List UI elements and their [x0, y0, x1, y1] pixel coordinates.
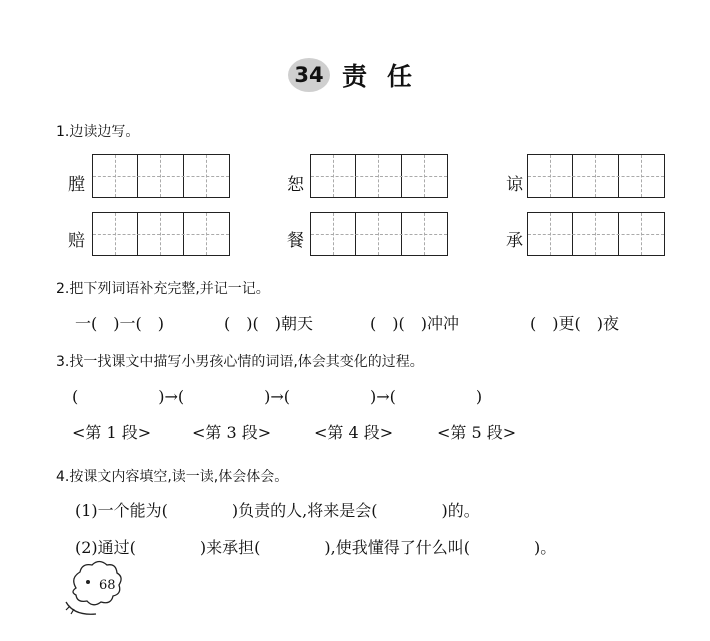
page-title — [288, 58, 432, 92]
q2-item-4[interactable]: ( )更( )夜 — [530, 314, 619, 333]
q2-item-3[interactable]: ( )( )冲冲 — [370, 314, 459, 333]
q3-blanks-line[interactable]: ( )→( )→( )→( ) — [72, 387, 483, 406]
writing-grid-6[interactable] — [527, 212, 665, 256]
q4-label: 4.按课文内容填空,读一读,体会体会。 — [56, 469, 289, 485]
q4-line-1[interactable]: (1)一个能为( )负责的人,将来是会( )的。 — [75, 501, 480, 520]
writing-grid-3[interactable] — [527, 154, 665, 198]
q3-paragraph-4: <第 5 段> — [437, 423, 517, 442]
lesson-title: 责任 — [342, 62, 433, 91]
char-label-6: 承 — [506, 231, 523, 251]
lesson-number-badge: 34 — [288, 58, 330, 92]
sheep-mascot-icon — [58, 558, 130, 618]
char-label-4: 赔 — [68, 231, 85, 251]
q3-paragraph-3: <第 4 段> — [314, 423, 394, 442]
char-label-5: 餐 — [287, 231, 304, 251]
char-label-3: 谅 — [506, 175, 523, 195]
q2-label: 2.把下列词语补充完整,并记一记。 — [56, 281, 270, 297]
page-number: 68 — [99, 578, 116, 593]
char-label-2: 恕 — [287, 175, 304, 195]
writing-grid-4[interactable] — [92, 212, 230, 256]
q3-paragraph-1: <第 1 段> — [72, 423, 152, 442]
writing-grid-1[interactable] — [92, 154, 230, 198]
q1-label: 1.边读边写。 — [56, 124, 140, 140]
q2-item-1[interactable]: 一( )一( ) — [75, 314, 164, 333]
writing-grid-2[interactable] — [310, 154, 448, 198]
q2-item-2[interactable]: ( )( )朝天 — [224, 314, 313, 333]
char-label-1: 膛 — [68, 175, 85, 195]
q4-line-2[interactable]: (2)通过( )来承担( ),使我懂得了什么叫( )。 — [75, 538, 557, 557]
writing-grid-5[interactable] — [310, 212, 448, 256]
q3-paragraph-2: <第 3 段> — [192, 423, 272, 442]
q3-label: 3.找一找课文中描写小男孩心情的词语,体会其变化的过程。 — [56, 354, 424, 370]
